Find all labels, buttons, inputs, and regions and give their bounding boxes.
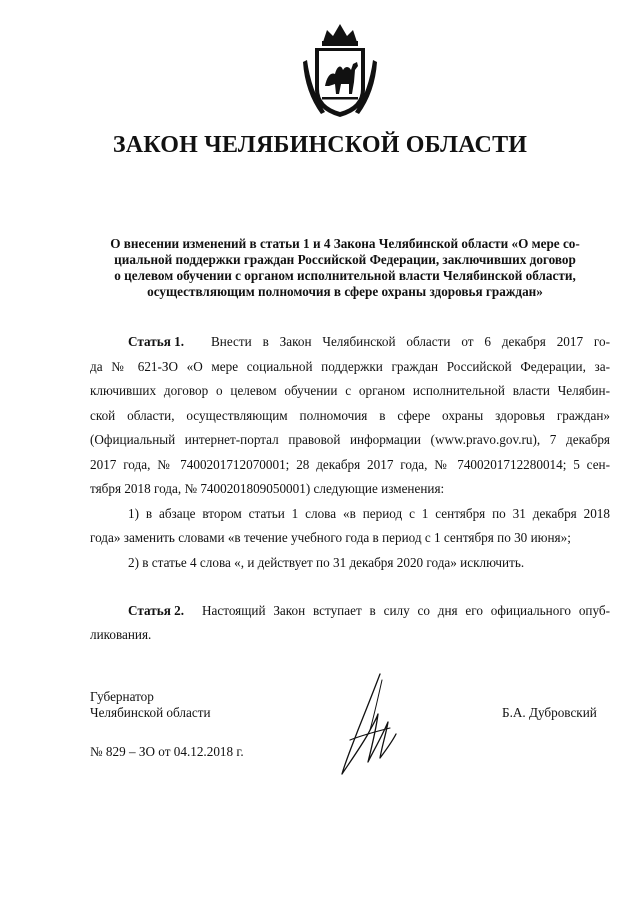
article1-item1-line: 1) в абзаце втором статьи 1 слова «в период с 1 сентября по 31 декабря 2018	[128, 506, 610, 521]
article1-line: ской области, осуществляющим полномочия в сфере охраны здоровья граждан»	[90, 408, 610, 423]
document-number: № 829 – ЗО от 04.12.2018 г.	[90, 744, 244, 759]
coat-of-arms-icon	[297, 20, 383, 120]
article1-line: 2017 года, № 7400201712070001; 28 декабря 2017 года, № 7400201712280014; 5 сен-	[90, 457, 610, 472]
document-title: ЗАКОН ЧЕЛЯБИНСКОЙ ОБЛАСТИ	[112, 132, 528, 158]
article1-first-line: Внести в Закон Челябинской области от 6 декабря 2017 го-	[211, 334, 610, 349]
subtitle-line: о целевом обучении с органом исполнительной власти Челябинской области,	[114, 268, 576, 283]
subtitle-line: О внесении изменений в статьи 1 и 4 Закона Челябинской области «О мере со-	[110, 236, 580, 251]
subtitle-line: циальной поддержки граждан Российской Федерации, заключивших договор	[114, 252, 576, 267]
signer-position-line: Губернатор	[90, 689, 154, 704]
article1-line: тября 2018 года, № 7400201809050001) следующие изменения:	[90, 481, 445, 496]
article1-line: (Официальный интернет-портал правовой информации (www.pravo.gov.ru), 7 декабря	[90, 432, 610, 447]
article1-heading: Статья 1.	[128, 334, 185, 349]
article2-last-line: ликования.	[90, 627, 152, 642]
signer-position	[90, 689, 211, 721]
subtitle-line: осуществляющим полномочия в сфере охраны здоровья граждан»	[147, 284, 543, 299]
law-subtitle	[80, 236, 610, 300]
signer-name: Б.А. Дубровский	[502, 705, 597, 720]
handwritten-signature	[330, 670, 404, 782]
article1-line: да № 621-ЗО «О мере социальной поддержки граждан Российской Федерации, за-	[90, 359, 610, 374]
article2-heading: Статья 2.	[128, 603, 185, 618]
signer-position-line: Челябинской области	[90, 705, 211, 720]
article2-first-line: Настоящий Закон вступает в силу со дня его официального опуб-	[202, 603, 610, 618]
article1-line: ключивших договор о целевом обучении с органом исполнительной власти Челябин-	[90, 383, 610, 398]
article1-item1-line: года» заменить словами «в течение учебного года в период с 1 сентября по 30 июня»;	[90, 530, 571, 545]
article1-item2: 2) в статье 4 слова «, и действует по 31 декабря 2020 года» исключить.	[128, 555, 525, 570]
